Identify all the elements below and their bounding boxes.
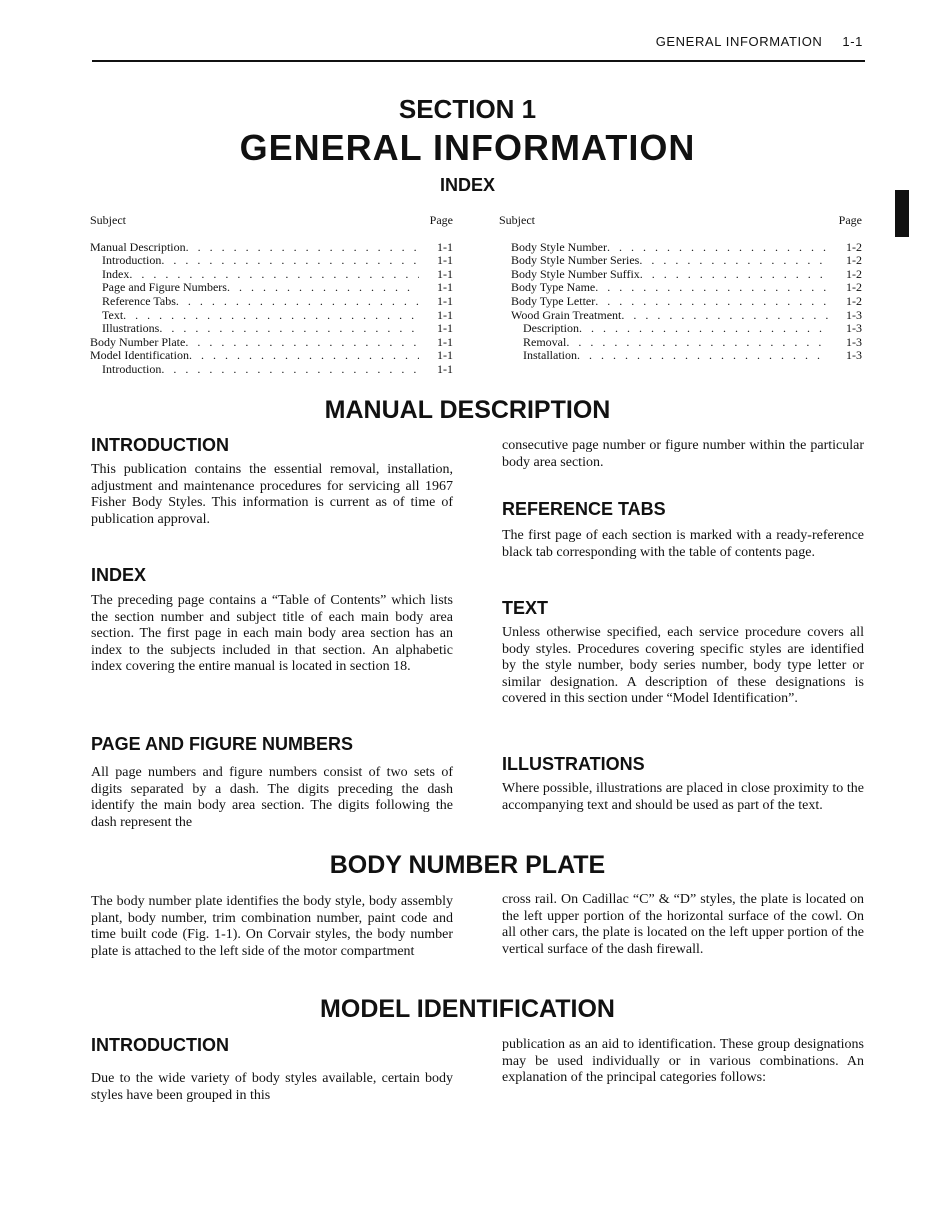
toc-entry: [90, 254, 453, 268]
toc-entry-label: Body Style Number Suffix: [511, 266, 640, 281]
toc-entry-page: 1-1: [437, 307, 453, 322]
toc-page-header: Page: [429, 213, 453, 227]
running-header-title: GENERAL INFORMATION: [655, 34, 823, 49]
toc-entry-label: Removal: [523, 334, 567, 349]
toc-entry: [90, 349, 453, 363]
toc-entry: [90, 336, 453, 350]
toc-entry-page: 1-1: [437, 280, 453, 295]
running-header: [636, 34, 863, 49]
toc-entry-label: Manual Description: [90, 239, 186, 254]
toc-entry-label: Model Identification: [90, 348, 189, 363]
toc-entry: [90, 309, 453, 323]
reference-tabs-heading: REFERENCE TABS: [502, 499, 666, 519]
toc-entry-page: 1-1: [437, 321, 453, 336]
index-heading: INDEX: [91, 565, 147, 585]
illustrations-text: Where possible, illustrations are placed in close proximity to the accompanying text and should be used as part of the text.: [502, 781, 864, 813]
toc-entry-page: 1-3: [846, 334, 862, 349]
model-identification-heading: MODEL IDENTIFICATION: [320, 995, 615, 1023]
toc-entry-label: Description: [523, 321, 579, 336]
text-body: Unless otherwise specified, each service procedure covers all body styles. Procedures covering specific styles are identified by the style number, body series number, body type letter or similar designation. A description of these designations is covered in this section under “Model Identification”.: [502, 625, 864, 707]
toc-entry: [499, 268, 862, 282]
toc-entry-page: 1-3: [846, 307, 862, 322]
toc-entry-label: Index: [102, 266, 130, 281]
toc-entry: [90, 363, 453, 377]
toc-entry-label: Wood Grain Treatment: [511, 307, 622, 322]
toc-entry-page: 1-1: [437, 266, 453, 281]
model-introduction-heading: INTRODUCTION: [91, 1035, 229, 1055]
toc-entry-page: 1-1: [437, 293, 453, 308]
toc-entry-label: Installation: [523, 348, 577, 363]
toc-entry: [90, 295, 453, 309]
toc-subject-header: Subject: [90, 213, 126, 227]
toc-page-header: Page: [838, 213, 862, 227]
toc-entry: [499, 281, 862, 295]
toc-entry-page: 1-1: [437, 348, 453, 363]
toc-entry: [90, 322, 453, 336]
index-text: The preceding page contains a “Table of Contents” which lists the section number and subject title of each main body area section. The first page in each main body area section has an index to the subjects included in that section. An alphabetic index covering the entire manual is located in section 18.: [91, 593, 453, 675]
page-figure-numbers-continued: consecutive page number or figure number within the particular body area section.: [502, 438, 864, 470]
model-identification-right-text: publication as an aid to identification. These group designations may be used individually or in various combinations. An explanation of the principal categories follows:: [502, 1037, 864, 1086]
toc-entry-label: Introduction: [102, 361, 162, 376]
page-number: 1-1: [842, 34, 863, 49]
toc-right-column: [499, 214, 862, 363]
body-number-plate-heading: BODY NUMBER PLATE: [329, 851, 606, 879]
header-rule: [92, 60, 865, 62]
toc-entry-page: 1-1: [437, 334, 453, 349]
toc-subject-header: Subject: [499, 213, 535, 227]
toc-entry-page: 1-3: [846, 348, 862, 363]
section-number: SECTION 1: [398, 94, 537, 124]
toc-entry-page: 1-2: [846, 253, 862, 268]
index-title: INDEX: [439, 175, 495, 195]
toc-left-column: [90, 214, 453, 377]
toc-entry-page: 1-2: [846, 266, 862, 281]
toc-entry: [499, 295, 862, 309]
reference-tabs-text: The first page of each section is marked with a ready-reference black tab corresponding with the table of contents page.: [502, 528, 864, 560]
toc-entry: [499, 336, 862, 350]
body-number-plate-left-text: The body number plate identifies the body style, body assembly plant, body number, trim combination number, paint code and time built code (Fig. 1-1). On Corvair styles, the body number plate is attached to the left side of the motor compartment: [91, 894, 453, 959]
toc-entry-label: Body Style Number Series: [511, 253, 640, 268]
illustrations-heading: ILLUSTRATIONS: [502, 754, 645, 774]
toc-entry-label: Illustrations: [102, 321, 160, 336]
toc-entry-label: Reference Tabs: [102, 293, 176, 308]
toc-entry: [499, 322, 862, 336]
introduction-text: This publication contains the essential removal, installation, adjustment and maintenance procedures for servicing all 1967 Fisher Body Styles. This information is current as of time of publication approval.: [91, 462, 453, 527]
toc-entry-page: 1-2: [846, 239, 862, 254]
toc-entry: [499, 309, 862, 323]
toc-entry-page: 1-2: [846, 293, 862, 308]
toc-entry-label: Body Number Plate: [90, 334, 186, 349]
toc-entry-page: 1-1: [437, 361, 453, 376]
toc-entry-label: Body Style Number: [511, 239, 607, 254]
text-heading: TEXT: [502, 598, 549, 618]
body-number-plate-right-text: cross rail. On Cadillac “C” & “D” styles, the plate is located on the left upper portion of the horizontal surface of the cowl. On all other cars, the plate is located on the left upper portion of the vertical surface of the dash firewall.: [502, 892, 864, 957]
page-figure-numbers-text: All page numbers and figure numbers consist of two sets of digits separated by a dash. The digits preceding the dash identify the main body area section. The digits following the dash represent the: [91, 765, 453, 830]
toc-entry-page: 1-2: [846, 280, 862, 295]
toc-entry-page: 1-1: [437, 253, 453, 268]
toc-entry-page: 1-3: [846, 321, 862, 336]
toc-entry: [499, 241, 862, 255]
toc-entry-label: Body Type Letter: [511, 293, 596, 308]
toc-entry-label: Introduction: [102, 253, 162, 268]
toc-entry-page: 1-1: [437, 239, 453, 254]
toc-entry: [499, 254, 862, 268]
toc-entry: [90, 241, 453, 255]
toc-entry: [499, 349, 862, 363]
toc-entry: [90, 268, 453, 282]
model-introduction-text: Due to the wide variety of body styles available, certain body styles have been grouped in this: [91, 1071, 453, 1103]
section-title: GENERAL INFORMATION: [239, 127, 696, 168]
toc-entry-label: Page and Figure Numbers: [102, 280, 227, 295]
manual-description-heading: MANUAL DESCRIPTION: [324, 396, 611, 424]
introduction-heading: INTRODUCTION: [91, 435, 229, 455]
page-figure-numbers-heading: PAGE AND FIGURE NUMBERS: [91, 734, 354, 754]
toc-entry: [90, 281, 453, 295]
toc-entry-label: Text: [102, 307, 124, 322]
reference-tab: [895, 190, 909, 237]
toc-entry-label: Body Type Name: [511, 280, 596, 295]
